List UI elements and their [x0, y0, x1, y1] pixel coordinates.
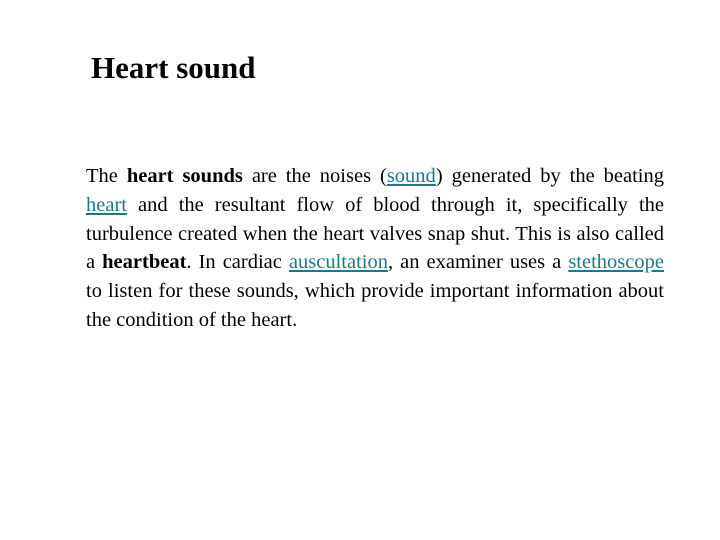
- text-segment: to listen for these sounds, which provide important information about the condition of the heart.: [86, 280, 664, 331]
- page-title: Heart sound: [91, 50, 256, 85]
- text-segment: The: [86, 165, 127, 187]
- link-sound[interactable]: sound: [386, 165, 436, 187]
- link-auscultation[interactable]: auscultation: [288, 251, 388, 274]
- text-segment: are the noises (: [242, 165, 387, 187]
- bold-term-heart-sounds: heart sounds: [126, 165, 243, 187]
- body-paragraph: [86, 162, 664, 335]
- link-stethoscope[interactable]: stethoscope: [568, 251, 664, 274]
- link-heart[interactable]: heart: [86, 193, 127, 216]
- bold-term-heartbeat: heartbeat: [102, 251, 187, 274]
- text-segment: , an examiner uses a: [387, 251, 569, 274]
- text-segment: and the resultant flow of blood through it, specifically the turbulence created when the heart valves snap shut. This is also called a: [86, 193, 664, 274]
- text-segment: ) generated by the beating: [435, 165, 664, 187]
- text-segment: . In cardiac: [186, 251, 289, 274]
